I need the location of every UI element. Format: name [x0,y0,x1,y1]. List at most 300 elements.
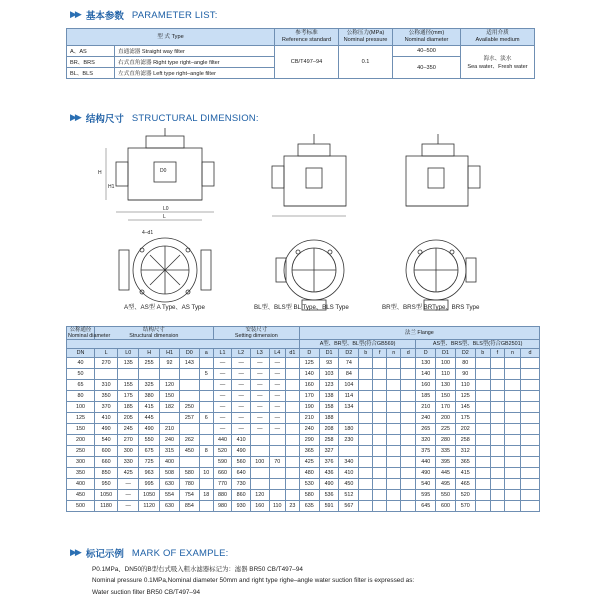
cell-d_as [521,402,540,413]
cell-d1_as: 100 [436,358,456,369]
cell-d2_a: 74 [339,358,359,369]
cell-l4: — [269,358,285,369]
cell-l3: 100 [250,457,269,468]
cell-b_a [359,413,373,424]
cell-b_a [359,457,373,468]
cell-d1 [285,358,299,369]
cell-d1_as: 150 [436,391,456,402]
cell-dn: 200 [67,435,95,446]
cell-l0: 155 [118,380,139,391]
diameter-cell: 40–500 [393,46,461,57]
header-flange-a: A型、BR型、BL型(符合GB569) [299,340,415,349]
cell-d2_as: 202 [455,424,475,435]
cell-d1_as: 110 [436,369,456,380]
label-l0: L0 [163,206,169,212]
column-header: L2 [232,349,251,358]
cell-b_a [359,391,373,402]
table-row [67,380,540,391]
example-line-code: Water suction filter BR50 CB/T497–94 [92,589,201,596]
example-line-en: Nominal pressure 0.1MPa,Nominal diameter 50mm and right type righe–angle water suction filter is expressed as: [92,577,415,584]
label-d0: D0 [160,168,167,174]
column-header: f [373,349,387,358]
cell-l2: — [232,391,251,402]
column-header: D1 [319,349,339,358]
cell-l1: 440 [213,435,232,446]
cell-n_as [504,446,520,457]
cell-l2: 730 [232,479,251,490]
cell-l: 350 [94,391,117,402]
cell-d_as [521,369,540,380]
caption-br-type: BR型、BRS型 BRType、BRS Type [382,304,480,311]
cell-d2_as: 80 [455,358,475,369]
cell-d2_a: 410 [339,468,359,479]
cell-l1: — [213,369,232,380]
cell-h: 415 [139,402,160,413]
cell-d2_as: 520 [455,490,475,501]
cell-b_a [359,468,373,479]
cell-d1_as: 335 [436,446,456,457]
model-cell: BL、BLS [67,68,115,79]
cell-d1_a: 591 [319,501,339,512]
cell-l4: — [269,380,285,391]
cell-d0: 780 [179,479,199,490]
br-type-top-view [406,240,476,310]
cell-l4: 110 [269,501,285,512]
cell-f_a [373,501,387,512]
cell-b_a [359,402,373,413]
cell-l: 660 [94,457,117,468]
cell-d1_as: 395 [436,457,456,468]
cell-d2_as: 312 [455,446,475,457]
cell-d_as: 490 [416,468,436,479]
header-setting: 安装尺寸 Setting dimension [213,327,299,340]
cell-d1_as: 445 [436,468,456,479]
cell-d_a [401,369,416,380]
cell-a [199,501,213,512]
cell-h: 325 [139,380,160,391]
cell-f_as [490,391,504,402]
cell-a [199,424,213,435]
table-row [67,457,540,468]
cell-l0: 135 [118,358,139,369]
column-header: n [387,349,401,358]
cell-l4: — [269,413,285,424]
cell-h1 [160,413,180,424]
cell-d_as [521,501,540,512]
cell-d1 [285,435,299,446]
cell-f_a [373,380,387,391]
cell-l2: — [232,380,251,391]
cell-dn: 150 [67,424,95,435]
cell-f_as [490,479,504,490]
cell-d2_as: 90 [455,369,475,380]
cell-n_a [387,468,401,479]
heading-zh: 基本参数 [85,11,124,22]
cell-dn: 300 [67,457,95,468]
cell-l3 [250,435,269,446]
cell-l4 [269,468,285,479]
cell-d1_as: 130 [436,380,456,391]
cell-h: 725 [139,457,160,468]
cell-l3 [250,479,269,490]
cell-f_a [373,391,387,402]
cell-l0: 185 [118,402,139,413]
cell-b_as [475,402,490,413]
cell-f_a [373,446,387,457]
type-name-cell: 右式直角滤器 Right type right–angle filter [115,57,275,68]
br-type-front-view [406,134,480,206]
heading-zh: 结构尺寸 [85,114,124,125]
cell-h: 1120 [139,501,160,512]
table-row [67,490,540,501]
header-flange: 法兰 Flange [299,327,539,340]
cell-d_as: 540 [416,479,436,490]
label-4d1: 4–d1 [142,230,154,236]
cell-d0: 262 [179,435,199,446]
cell-n_a [387,424,401,435]
cell-l0: 425 [118,468,139,479]
cell-a [199,435,213,446]
cell-d_a: 210 [299,413,319,424]
technical-drawings [66,128,536,318]
cell-dn: 400 [67,479,95,490]
cell-d_a [401,391,416,402]
cell-f_a [373,479,387,490]
cell-dn: 80 [67,391,95,402]
cell-d_a: 635 [299,501,319,512]
cell-a: 18 [199,490,213,501]
cell-n_as [504,479,520,490]
cell-f_a [373,358,387,369]
cell-h: 380 [139,391,160,402]
cell-n_as [504,457,520,468]
cell-l4 [269,479,285,490]
cell-l1: — [213,402,232,413]
cell-d_a: 480 [299,468,319,479]
cell-d1_a: 258 [319,435,339,446]
cell-d1_a: 536 [319,490,339,501]
cell-d_a: 190 [299,402,319,413]
cell-b_as [475,468,490,479]
dimension-table [66,326,540,512]
pressure-cell: 0.1 [339,46,393,79]
cell-d1_as: 170 [436,402,456,413]
cell-dn: 500 [67,501,95,512]
cell-l1: — [213,391,232,402]
cell-n_a [387,490,401,501]
cell-d2_as: 125 [455,391,475,402]
cell-b_a [359,380,373,391]
header-structural: 结构尺寸 Structural dimension [94,327,213,340]
cell-f_as [490,402,504,413]
cell-h: 675 [139,446,160,457]
cell-l: 540 [94,435,117,446]
cell-d0 [179,424,199,435]
cell-l0: 330 [118,457,139,468]
cell-d_as: 160 [416,380,436,391]
cell-l: 600 [94,446,117,457]
cell-d2_a: 84 [339,369,359,380]
column-header: L1 [213,349,232,358]
cell-l3: 120 [250,490,269,501]
cell-d_as: 210 [416,402,436,413]
table-row [67,424,540,435]
model-cell: A、AS [67,46,115,57]
cell-l2: 860 [232,490,251,501]
heading-en: PARAMETER LIST: [131,9,218,21]
cell-l4: — [269,424,285,435]
diameter-cell: 40–350 [393,57,461,79]
header-diameter: 公称通径(mm) Nominal diameter [393,29,461,46]
table-row [67,435,540,446]
cell-d1 [285,468,299,479]
cell-d_as [521,457,540,468]
cell-l4 [269,490,285,501]
cell-n_a [387,457,401,468]
cell-n_as [504,358,520,369]
cell-d0 [179,391,199,402]
cell-b_as [475,490,490,501]
cell-n_as [504,490,520,501]
cell-h1: 120 [160,380,180,391]
cell-d0: 580 [179,468,199,479]
table-row [67,402,540,413]
column-header: a [199,349,213,358]
cell-dn: 40 [67,358,95,369]
cell-l3: — [250,413,269,424]
cell-b_as [475,380,490,391]
cell-l0: — [118,490,139,501]
cell-n_as [504,435,520,446]
column-header: H [139,349,160,358]
cell-d1_a: 436 [319,468,339,479]
cell-d2_as: 570 [455,501,475,512]
cell-d0: 450 [179,446,199,457]
cell-l: 370 [94,402,117,413]
cell-h: 445 [139,413,160,424]
cell-h1: 630 [160,479,180,490]
cell-n_a [387,369,401,380]
cell-l: 1180 [94,501,117,512]
cell-d_as: 130 [416,358,436,369]
cell-d_as [521,446,540,457]
cell-d2_a: 340 [339,457,359,468]
cell-d1_a: 188 [319,413,339,424]
cell-h1: 554 [160,490,180,501]
table-row [67,413,540,424]
cell-l1: 980 [213,501,232,512]
cell-l0: 205 [118,413,139,424]
cell-d1_a: 93 [319,358,339,369]
cell-l0: — [118,501,139,512]
cell-a [199,457,213,468]
column-header: D [299,349,319,358]
column-header: L0 [118,349,139,358]
medium-cell: 海水、淡水 Sea water、Fresh water [461,46,535,79]
cell-h: 550 [139,435,160,446]
cell-d_a [401,358,416,369]
column-header: L4 [269,349,285,358]
table-row [67,358,540,369]
cell-l3 [250,468,269,479]
table-row [67,479,540,490]
cell-d1 [285,391,299,402]
cell-l2: — [232,424,251,435]
cell-f_a [373,457,387,468]
table-row [67,501,540,512]
table-row [67,369,540,380]
header-medium: 适用介质 Available medium [461,29,535,46]
cell-f_a [373,468,387,479]
column-header: L3 [250,349,269,358]
filter-drawings-svg [66,128,536,318]
cell-n_a [387,446,401,457]
cell-d_a [401,435,416,446]
cell-l2: 560 [232,457,251,468]
cell-b_a [359,490,373,501]
cell-d_a [401,446,416,457]
cell-h: 995 [139,479,160,490]
cell-l1: 880 [213,490,232,501]
table-row [67,468,540,479]
cell-d_a [401,402,416,413]
heading-en: MARK OF EXAMPLE: [131,547,229,559]
double-chevron-icon: ▶▶ [70,548,80,558]
cell-a [199,391,213,402]
cell-l1: — [213,358,232,369]
cell-f_a [373,413,387,424]
cell-h: 963 [139,468,160,479]
cell-n_as [504,424,520,435]
cell-a: 5 [199,369,213,380]
structural-dimension-heading [70,111,259,125]
cell-d1_a: 123 [319,380,339,391]
cell-n_a [387,479,401,490]
cell-d0: 143 [179,358,199,369]
label-l: L [163,214,166,220]
cell-n_as [504,369,520,380]
cell-f_as [490,446,504,457]
cell-d1_a: 103 [319,369,339,380]
cell-d1_as: 495 [436,479,456,490]
cell-d_as [521,424,540,435]
cell-d1: 23 [285,501,299,512]
cell-f_as [490,424,504,435]
header-spacer [67,340,300,349]
parameter-table [66,28,535,79]
cell-h1: 92 [160,358,180,369]
cell-dn: 350 [67,468,95,479]
header-standard: 参考标准 Reference standard [275,29,339,46]
cell-d0 [179,369,199,380]
column-header: d [521,349,540,358]
cell-d1 [285,369,299,380]
column-header: DN [67,349,95,358]
type-name-cell: 直通滤器 Straight way filter [115,46,275,57]
cell-a [199,479,213,490]
cell-f_as [490,358,504,369]
cell-l4: — [269,391,285,402]
cell-d0: 754 [179,490,199,501]
cell-l1: 520 [213,446,232,457]
a-type-front-view [106,128,214,220]
cell-d1_a: 376 [319,457,339,468]
heading-zh: 标记示例 [85,549,124,560]
cell-b_as [475,435,490,446]
cell-h1: 400 [160,457,180,468]
cell-l0: 175 [118,391,139,402]
cell-n_a [387,435,401,446]
cell-d0: 250 [179,402,199,413]
cell-d_as: 375 [416,446,436,457]
cell-d1_as: 600 [436,501,456,512]
cell-l1: 770 [213,479,232,490]
cell-d0 [179,380,199,391]
cell-l1: — [213,413,232,424]
cell-a: 10 [199,468,213,479]
cell-d_as [521,391,540,402]
column-header: D2 [455,349,475,358]
cell-b_a [359,446,373,457]
cell-d_as [521,358,540,369]
cell-d1_a: 208 [319,424,339,435]
cell-d1 [285,402,299,413]
cell-d_a: 140 [299,369,319,380]
cell-d2_as: 145 [455,402,475,413]
cell-b_as [475,391,490,402]
cell-d_a [401,457,416,468]
cell-l1: 660 [213,468,232,479]
cell-dn: 250 [67,446,95,457]
cell-d2_as: 258 [455,435,475,446]
cell-l2: — [232,402,251,413]
cell-d1 [285,490,299,501]
cell-d_a [401,424,416,435]
cell-d_a [401,413,416,424]
cell-d_as [521,413,540,424]
cell-d_a [401,501,416,512]
cell-d2_a: 567 [339,501,359,512]
header-pressure: 公称压力(MPa) Nominal pressure [339,29,393,46]
cell-d2_a: 180 [339,424,359,435]
cell-l0: — [118,479,139,490]
cell-n_as [504,391,520,402]
heading-en: STRUCTURAL DIMENSION: [131,112,259,124]
example-line-zh: P0.1MPa、DN50的B型右式吸入粗水滤器标记为：滤器 BR50 CB/T497–94 [92,566,303,573]
cell-d_as: 595 [416,490,436,501]
cell-a: 8 [199,446,213,457]
cell-d1 [285,380,299,391]
mark-example-heading [70,546,229,560]
cell-dn: 125 [67,413,95,424]
cell-d_as: 240 [416,413,436,424]
cell-f_as [490,380,504,391]
cell-d_as: 140 [416,369,436,380]
header-type: 型 式 Type [67,29,275,46]
cell-l: 270 [94,358,117,369]
cell-f_a [373,490,387,501]
cell-d_as [521,468,540,479]
cell-h1: 150 [160,391,180,402]
cell-f_as [490,490,504,501]
cell-f_a [373,402,387,413]
cell-b_as [475,457,490,468]
cell-d_as [521,380,540,391]
bl-type-front-view [272,134,346,216]
cell-d_a: 425 [299,457,319,468]
cell-d1 [285,457,299,468]
cell-l3: — [250,424,269,435]
